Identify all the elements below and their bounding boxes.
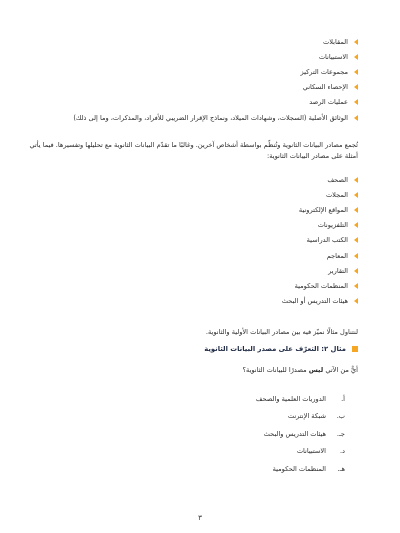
list-item-text: عمليات الرصد [309,98,348,107]
example-title: مثال ٢: التعرّف على مصدر البيانات الثانوية [204,345,346,353]
list-item-text: الإحصاء السكاني [302,83,348,92]
option-letter: جـ. [336,429,345,438]
question-emphasis: ليس [308,366,324,374]
answer-options [256,390,345,478]
answer-option[interactable] [256,460,345,478]
answer-option[interactable] [256,390,345,408]
question-part: مصدرًا للبيانات الثانوية؟ [242,366,309,374]
list-item-text: الوثائق الأصلية (السجلات، وشهادات الميلاد، ونماذج الإقرار الضريبي للأفراد، والمذكرات، وما إلى ذلك) [73,113,348,122]
answer-option[interactable] [256,425,345,443]
option-letter: هـ. [337,464,345,473]
bullet-triangle-icon [354,69,358,75]
secondary-sources-paragraph: تُجمع مصادر البيانات الثانوية وتُنظّم بواسطة أشخاص آخرين. وغالبًا ما تقدّم البيانات الثانوية مع تحليلها وتفسيرها. فيما يأتي أمثلة على مصادر البيانات الثانوية: [29,141,358,160]
list-item-text: التلفزيونات [317,221,348,230]
option-text: المنظمات الحكومية [272,464,326,473]
bullet-triangle-icon [354,192,358,198]
list-item [282,263,358,278]
bullet-triangle-icon [354,54,358,60]
option-text: هيئات التدريس والبحث [263,429,326,438]
bullet-triangle-icon [354,115,358,121]
list-item [282,233,358,248]
answer-option[interactable] [256,443,345,461]
answer-option[interactable] [256,408,345,426]
bullet-triangle-icon [354,99,358,105]
list-item [282,248,358,263]
list-item-text: هيئات التدريس أو البحث [281,297,348,306]
option-letter: ب. [336,412,345,421]
list-item-text: الصحف [327,175,348,184]
bullet-triangle-icon [354,84,358,90]
square-bullet-icon [352,346,358,352]
example-heading [204,345,358,353]
bullet-triangle-icon [354,39,358,45]
option-letter: د. [339,447,345,456]
list-item [73,110,358,125]
list-item-text: المواقع الإلكترونية [298,205,348,214]
list-item [282,294,358,309]
list-item [282,202,358,217]
list-item [282,187,358,202]
bullet-triangle-icon [354,283,358,289]
question-part: أيٌّ من الآتي [323,366,358,374]
option-letter: أ. [341,394,345,403]
option-text: الدوريات العلمية والصحف [255,394,326,403]
list-item-text: الكتب الدراسية [306,236,348,245]
list-item-text: المنظمات الحكومية [294,281,348,290]
primary-sources-list [73,34,358,125]
list-item [282,218,358,233]
bullet-triangle-icon [354,207,358,213]
list-item [73,49,358,64]
bullet-triangle-icon [354,222,358,228]
bullet-triangle-icon [354,177,358,183]
list-item [73,64,358,79]
page-number: ٣ [198,514,202,522]
bullet-triangle-icon [354,253,358,259]
list-item-text: المجلات [325,190,348,199]
bullet-triangle-icon [354,268,358,274]
list-item-text: التقارير [328,266,348,275]
list-item-text: الاستبيانات [318,52,348,61]
list-item [282,278,358,293]
list-item [73,95,358,110]
question-text [243,366,358,374]
list-item [282,172,358,187]
bullet-triangle-icon [354,298,358,304]
example-intro-paragraph: لنتناول مثالًا نميّز فيه بين مصادر البيانات الأولية والثانوية. [205,328,358,336]
option-text: شبكة الإنترنت [287,412,326,421]
secondary-sources-list [282,172,358,309]
list-item [73,80,358,95]
list-item-text: المقابلات [323,37,348,46]
bullet-triangle-icon [354,237,358,243]
list-item [73,34,358,49]
list-item-text: المعاجم [326,251,348,260]
list-item-text: مجموعات التركيز [300,67,348,76]
option-text: الاستبيانات [296,447,326,456]
